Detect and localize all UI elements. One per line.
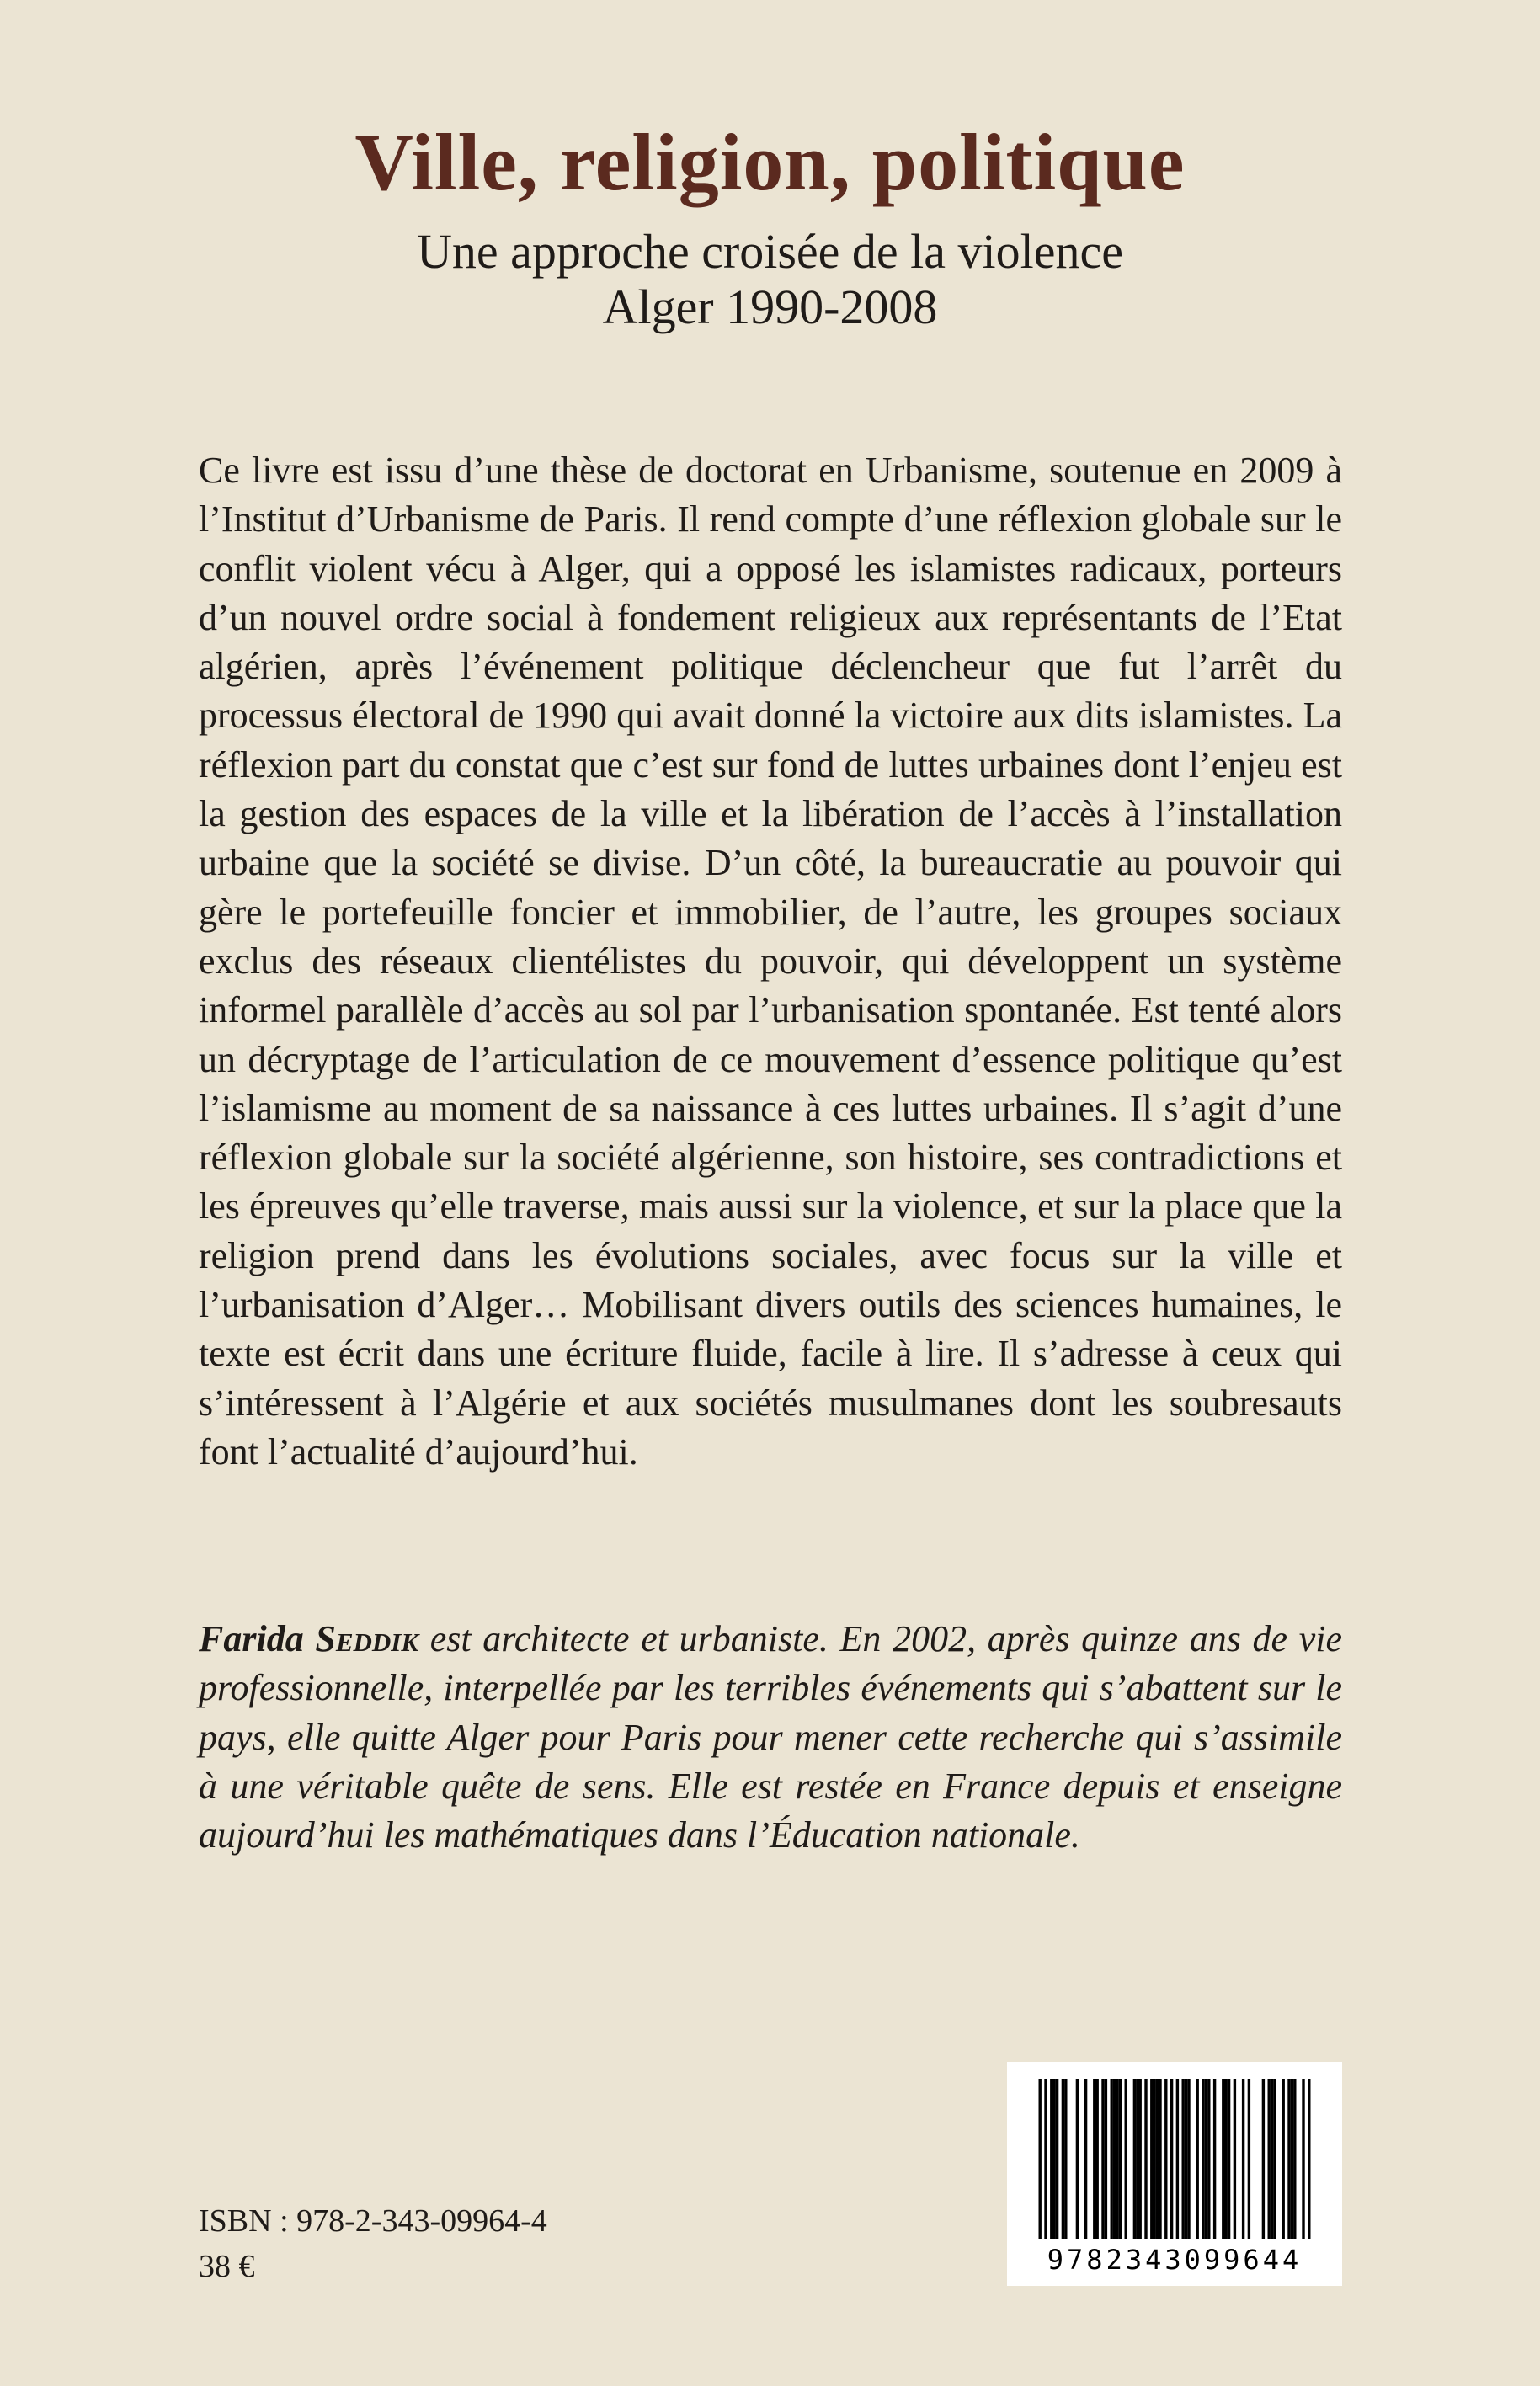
barcode-bar xyxy=(1084,2079,1087,2239)
barcode-bar xyxy=(1248,2079,1250,2239)
barcode-bar xyxy=(1053,2079,1056,2239)
author-first-name: Farida xyxy=(199,1618,304,1659)
barcode-bar xyxy=(1164,2079,1167,2239)
barcode xyxy=(1007,2062,1342,2286)
barcode-bar xyxy=(1150,2079,1153,2239)
author-bio-text: est architecte et urbaniste. En 2002, après quinze ans de vie professionnelle, interpellée par les terribles événements qui s’abattent sur le pays, elle quitte Alger pour Paris pour mener cette recherche qui s’assimile à une véritable quête de sens. Elle est restée en France depuis et enseigne aujourd’hui les mathématiques dans l’Éducation nationale. xyxy=(199,1618,1342,1856)
barcode-bar xyxy=(1170,2079,1173,2239)
barcode-bar xyxy=(1125,2079,1127,2239)
barcode-bar xyxy=(1302,2079,1304,2239)
barcode-bar xyxy=(1222,2079,1224,2239)
barcode-bar xyxy=(1050,2079,1052,2239)
barcode-bar xyxy=(1207,2079,1210,2239)
barcode-bar xyxy=(1113,2079,1116,2239)
barcode-bar xyxy=(1273,2079,1276,2239)
barcode-bar xyxy=(1101,2079,1104,2239)
barcode-bar xyxy=(1291,2079,1293,2239)
barcode-bar xyxy=(1144,2079,1147,2239)
barcode-bar xyxy=(1064,2079,1067,2239)
book-subtitle: Une approche croisée de la violence xyxy=(417,223,1123,279)
barcode-bar xyxy=(1287,2079,1290,2239)
barcode-bar xyxy=(1136,2079,1138,2239)
barcode-bar xyxy=(1056,2079,1058,2239)
barcode-bar xyxy=(1096,2079,1099,2239)
barcode-bar xyxy=(1228,2079,1230,2239)
barcode-bar xyxy=(1282,2079,1285,2239)
author-name xyxy=(199,1618,418,1659)
barcode-bar xyxy=(1111,2079,1113,2239)
barcode-bar xyxy=(1093,2079,1095,2239)
barcode-bar xyxy=(1234,2079,1236,2239)
barcode-bar xyxy=(1044,2079,1047,2239)
book-summary: Ce livre est issu d’une thèse de doctorat en Urbanisme, soutenue en 2009 à l’Institut d’Urbanisme de Paris. Il rend compte d’une réflexion globale sur le conflit violent vécu à Alger, qui a opposé les islamistes radicaux, porteurs d’un nouvel ordre social à fondement religieux aux représentants de l’Etat algérien, après l’événement politique déclencheur que fut l’arrêt du processus électoral de 1990 qui avait donné la victoire aux dits islamistes. La réflexion part du constat que c’est sur fond de luttes urbaines dont l’enjeu est la gestion des espaces de la ville et la libération de l’accès à l’installation urbaine que la société se divise. D’un côté, la bureaucratie au pouvoir qui gère le portefeuille foncier et immobilier, de l’autre, les groupes sociaux exclus des réseaux clientélistes du pouvoir, qui développent un système informel parallèle d’accès au sol par l’urbanisation spontanée. Est tenté alors un décryptage de l’articulation de ce mouvement d’essence politique qu’est l’islamisme au moment de sa naissance à ces luttes urbaines. Il s’agit d’une réflexion globale sur la société algérienne, son histoire, ses contradictions et les épreuves qu’elle traverse, mais aussi sur la violence, et sur la place que la religion prend dans les évolutions sociales, avec focus sur la ville et l’urbanisation d’Alger… Mobilisant divers outils des sciences humaines, le texte est écrit dans une écriture fluide, facile à lire. Il s’adresse à ceux qui s’intéressent à l’Algérie et aux sociétés musulmanes dont les soubresauts font l’actualité d’aujourd’hui. xyxy=(199,450,1342,1473)
title-block xyxy=(0,118,1540,336)
barcode-bar xyxy=(1039,2079,1042,2239)
barcode-bar xyxy=(1213,2079,1216,2239)
barcode-bar xyxy=(1119,2079,1122,2239)
barcode-bar xyxy=(1196,2079,1199,2239)
barcode-bar xyxy=(1154,2079,1156,2239)
barcode-bar xyxy=(1133,2079,1136,2239)
barcode-bar xyxy=(1293,2079,1296,2239)
barcode-bar xyxy=(1225,2079,1228,2239)
barcode-bar xyxy=(1062,2079,1064,2239)
author-bio xyxy=(199,1615,1342,1860)
barcode-bar xyxy=(1242,2079,1244,2239)
barcode-bar xyxy=(1262,2079,1265,2239)
barcode-bar xyxy=(1139,2079,1142,2239)
barcode-bar xyxy=(1156,2079,1159,2239)
barcode-bar xyxy=(1271,2079,1273,2239)
book-subtitle-place-dates: Alger 1990-2008 xyxy=(602,280,938,335)
barcode-bar xyxy=(1105,2079,1107,2239)
barcode-bar xyxy=(1182,2079,1185,2239)
barcode-bar xyxy=(1308,2079,1310,2239)
barcode-bar xyxy=(1185,2079,1187,2239)
barcode-bar xyxy=(1076,2079,1079,2239)
barcode-bar xyxy=(1268,2079,1271,2239)
barcode-bar xyxy=(1116,2079,1118,2239)
barcode-digits: 9782343099644 xyxy=(1047,2244,1303,2276)
author-last-name: Seddik xyxy=(315,1618,419,1659)
isbn: ISBN : 978-2-343-09964-4 xyxy=(199,2203,547,2239)
book-title: Ville, religion, politique xyxy=(354,117,1186,207)
barcode-bar xyxy=(1205,2079,1207,2239)
price: 38 € xyxy=(199,2249,255,2284)
barcode-bar xyxy=(1159,2079,1161,2239)
barcode-bar xyxy=(1187,2079,1190,2239)
barcode-bar xyxy=(1176,2079,1179,2239)
barcode-bar xyxy=(1202,2079,1204,2239)
